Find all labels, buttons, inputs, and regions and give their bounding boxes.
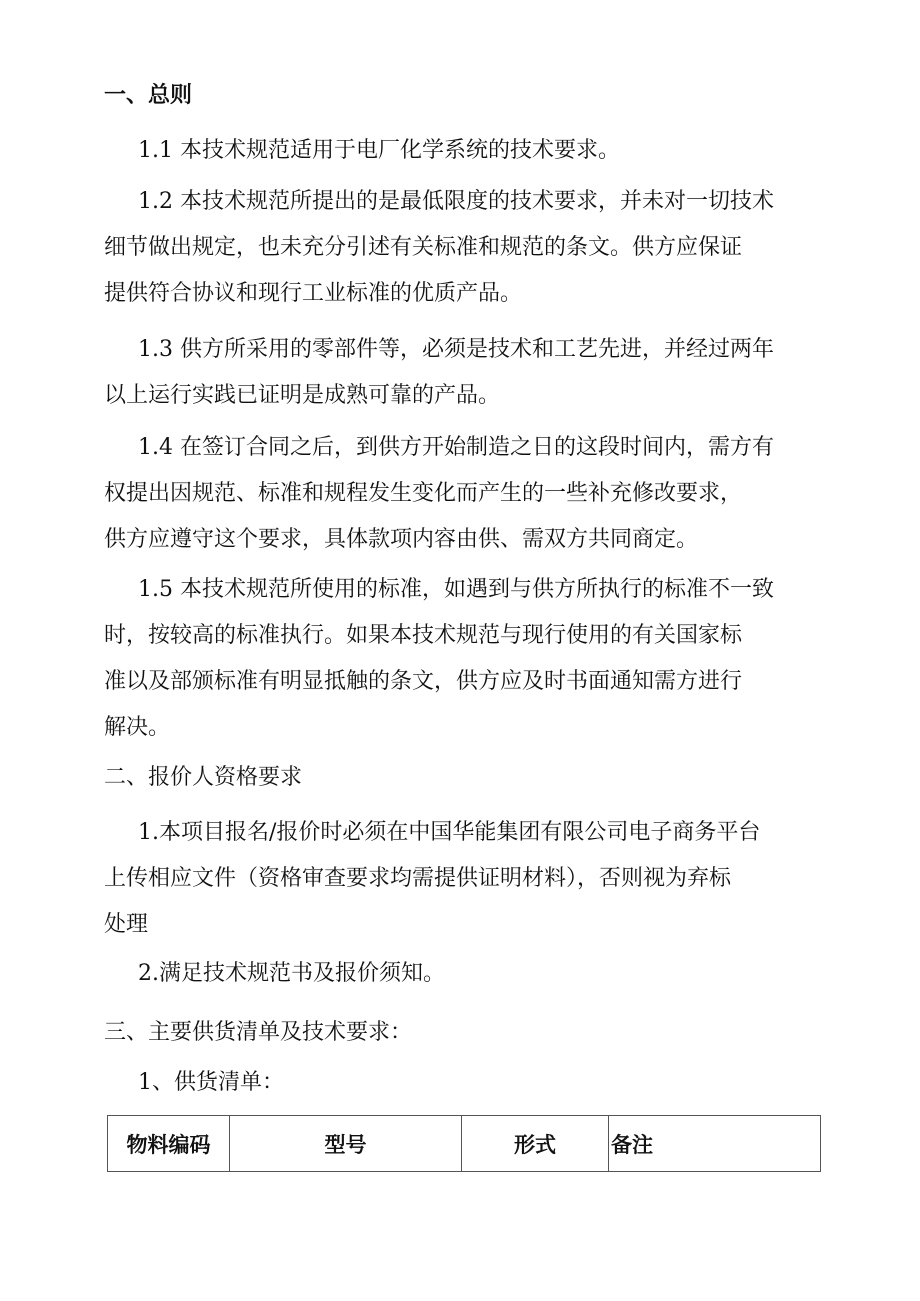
requirement-1-line-2: 上传相应文件（资格审查要求均需提供证明材料），否则视为弃标 xyxy=(104,866,732,891)
clause-1-4-line-2: 权提出因规范、标准和规程发生变化而产生的一些补充修改要求， xyxy=(104,481,743,506)
section-3-heading: 三、主要供货清单及技术要求： xyxy=(104,1020,413,1045)
requirement-1-line-1: 1.本项目报名/报价时必须在中国华能集团有限公司电子商务平台 xyxy=(138,820,761,845)
clause-1-1 xyxy=(138,128,822,174)
clause-1-4-line-3: 供方应遵守这个要求，具体款项内容由供、需双方共同商定。 xyxy=(104,527,699,552)
col-header-remarks: 备注 xyxy=(609,1116,821,1172)
clause-1-2-line-3: 提供符合协议和现行工业标准的优质产品。 xyxy=(104,281,523,306)
supply-list-subheading xyxy=(138,1060,822,1106)
requirement-1-line-3: 处理 xyxy=(104,912,149,937)
requirement-2-line: 2.满足技术规范书及报价须知。 xyxy=(138,961,445,986)
clause-1-5-line-2: 时，按较高的标准执行。如果本技术规范与现行使用的有关国家标 xyxy=(104,623,743,648)
requirement-1 xyxy=(104,810,822,948)
supply-list-subheading-line: 1、供货清单： xyxy=(138,1070,284,1095)
clause-1-3-line-2: 以上运行实践已证明是成熟可靠的产品。 xyxy=(104,383,501,408)
clause-1-4 xyxy=(104,425,822,563)
clause-1-3-line-1: 1.3 供方所采用的零部件等，必须是技术和工艺先进，并经过两年 xyxy=(138,337,774,362)
clause-1-4-line-1: 1.4 在签订合同之后，到供方开始制造之日的这段时间内，需方有 xyxy=(138,435,774,460)
table-header-row xyxy=(108,1116,821,1172)
requirement-2 xyxy=(138,951,822,997)
clause-1-2-line-2: 细节做出规定，也未充分引述有关标准和规范的条文。供方应保证 xyxy=(104,235,743,260)
clause-1-5 xyxy=(104,567,822,751)
clause-1-2-line-1: 1.2 本技术规范所提出的是最低限度的技术要求，并未对一切技术 xyxy=(138,189,774,214)
section-2-heading: 二、报价人资格要求 xyxy=(104,765,303,790)
clause-1-5-line-1: 1.5 本技术规范所使用的标准，如遇到与供方所执行的标准不一致 xyxy=(138,577,774,602)
section-1-heading: 一、总则 xyxy=(104,83,193,108)
col-header-form: 形式 xyxy=(462,1116,609,1172)
clause-1-2 xyxy=(104,179,822,317)
supply-list-table xyxy=(107,1115,821,1172)
clause-1-5-line-4: 解决。 xyxy=(104,715,171,740)
clause-1-5-line-3: 准以及部颁标准有明显抵触的条文，供方应及时书面通知需方进行 xyxy=(104,669,743,694)
col-header-material-code: 物料编码 xyxy=(108,1116,230,1172)
clause-1-1-line: 1.1 本技术规范适用于电厂化学系统的技术要求。 xyxy=(138,138,620,163)
clause-1-3 xyxy=(104,327,822,419)
col-header-model: 型号 xyxy=(230,1116,462,1172)
